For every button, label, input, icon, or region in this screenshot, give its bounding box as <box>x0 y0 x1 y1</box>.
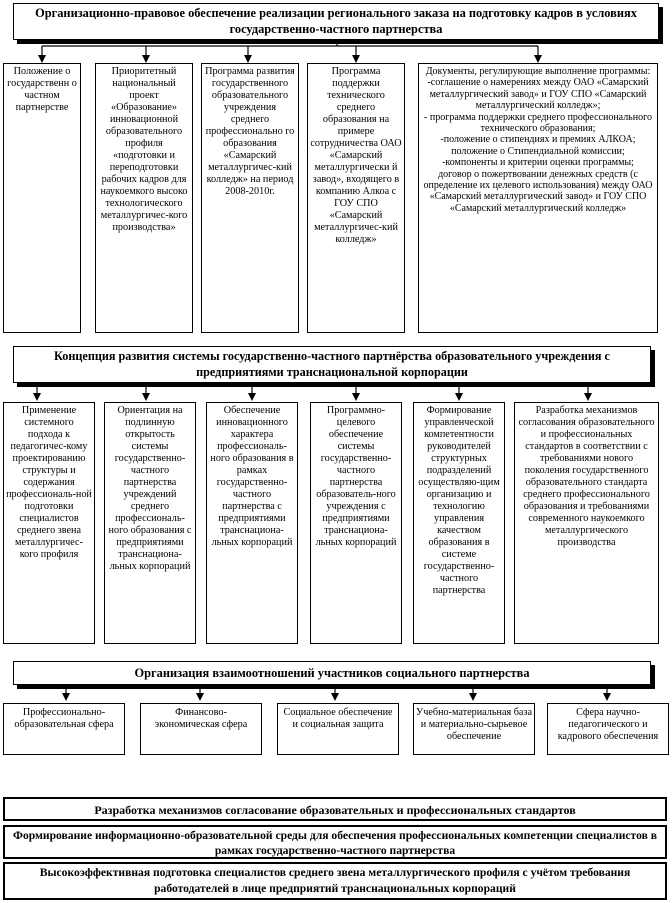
row1-text-3: Программа развития государственного образовательного учреждения среднего профессионально го образования «Самарский металлургичес-кий колледж» на период 2008-2010г. <box>205 66 295 197</box>
bottom-bar-text-2: Формирование информационно-образовательной среды для обеспечения профессиональных компетенции специалистов в рамках государственно-частного партнерства <box>12 829 658 857</box>
row2-text-5: Формирование управленческой компетентности руководителей структурных подразделений осуществляю-щим организацию и технологию управления качеством образования в системе государственно-частного партнерства <box>418 405 500 596</box>
documents-line: - программа поддержки среднего профессионального технического образования; <box>424 111 652 135</box>
row1-box-2 <box>95 63 193 333</box>
documents-line: -соглашение о намерениях между ОАО «Самарский металлургический завод» и ГОУ СПО «Самарский металлургический колледж»; <box>427 77 649 112</box>
concept-title: Концепция развития системы государственно-частного партнёрства образовательного учреждения с предприятиями транснациональной корпорации <box>54 349 610 379</box>
row2-text-2: Ориентация на подлинную открытость системы государственно-частного партнерства учреждений среднего профессиональ-ного образования с предприятиями транснациона-льных корпораций <box>108 405 192 572</box>
documents-line: -положение о стипендиях и премиях АЛКОА; <box>440 134 636 146</box>
bottom-bar-text-3: Высокоэффективная подготовка специалистов среднего звена металлургического профиля с учётом требования работодателей в лице предприятий транснациональных корпораций <box>39 866 631 895</box>
row1-text-2: Приоритетный национальный проект «Образование» инновационной образовательного профиля «подготовки и переподготовки рабочих кадров для наукоемкого высоко технологического металлургичес-кого производства» <box>100 66 188 233</box>
row3-text-1: Профессионально-образовательная сфера <box>14 707 114 730</box>
row3-text-5: Сфера научно-педагогического и кадрового обеспечения <box>557 707 659 742</box>
row3-text-2: Финансово-экономическая сфера <box>154 707 248 730</box>
top-title-box <box>13 3 659 40</box>
row1-box-4 <box>307 63 405 333</box>
row2-box-3 <box>206 402 298 644</box>
bottom-bar-text-1: Разработка механизмов согласование образовательных и профессиональных стандартов <box>94 803 576 817</box>
row1-box-1 <box>3 63 81 333</box>
row3-text-4: Учебно-материальная база и материально-сырьевое обеспечение <box>416 707 532 742</box>
row3-box-3 <box>277 703 399 755</box>
bottom-bar-1 <box>3 797 667 821</box>
row3-box-5 <box>547 703 669 755</box>
row1-box-3 <box>201 63 299 333</box>
documents-heading: Документы, регулирующие выполнение программы: <box>425 66 651 77</box>
row2-box-4 <box>310 402 402 644</box>
row2-box-6 <box>514 402 659 644</box>
row2-box-5 <box>413 402 505 644</box>
row3-box-2 <box>140 703 262 755</box>
row1-text-4: Программа поддержки технического среднего образования на примере сотрудничества ОАО «Самарский металлургически й завод», входящего в компанию Алкоа с ГОУ СПО «Самарский металлургичес-кий колледж» <box>310 66 402 245</box>
row3-box-4 <box>413 703 535 755</box>
documents-box <box>418 63 658 333</box>
row2-text-1: Применение системного подхода к педагогичес-кому проектированию структуры и содержания профессиональ-ной подготовки специалистов среднего звена металлургичес-кого профиля <box>6 405 92 560</box>
row3-text-3: Социальное обеспечение и социальная защита <box>283 707 393 730</box>
row2-text-3: Обеспечение инновационного характера профессиональ-ного образования в рамках государственно-частного партнерства с предприятиями транснациона-льных корпораций <box>210 405 294 548</box>
top-title: Организационно-правовое обеспечение реализации регионального заказа на подготовку кадров в условиях государственно-частного партнерства <box>35 6 637 36</box>
documents-line: договор о пожертвовании денежных средств (с определение их целевого использования) между ОАО «Самарский металлургический завод» и ГОУ СПО «Самарский металлургический колледж» <box>423 168 653 214</box>
relations-title-box <box>13 661 651 685</box>
concept-title-box <box>13 346 651 383</box>
row2-text-4: Программно-целевого обеспечение системы государственно-частного партнерства образователь-ного учреждения с предприятиями транснациона-льных корпораций <box>315 405 397 548</box>
row1-text-1: Положение о государственн о частном партнерстве <box>7 66 77 113</box>
documents-line: -компоненты и критерии оценки программы; <box>442 157 634 169</box>
documents-line: положение о Стипендиальной комиссии; <box>451 145 625 157</box>
row2-box-2 <box>104 402 196 644</box>
row3-box-1 <box>3 703 125 755</box>
bottom-bar-2 <box>3 825 667 859</box>
bottom-bar-3 <box>3 862 667 900</box>
relations-title: Организация взаимоотношений участников социального партнерства <box>134 666 530 680</box>
row2-text-6: Разработка механизмов согласования образовательного и профессиональных стандартов в соответствии с требованиями нового поколения государственного образовательного стандарта среднего профессионального образования и требованиями современного наукоемкого металлургического производства <box>518 405 655 548</box>
row2-box-1 <box>3 402 95 644</box>
